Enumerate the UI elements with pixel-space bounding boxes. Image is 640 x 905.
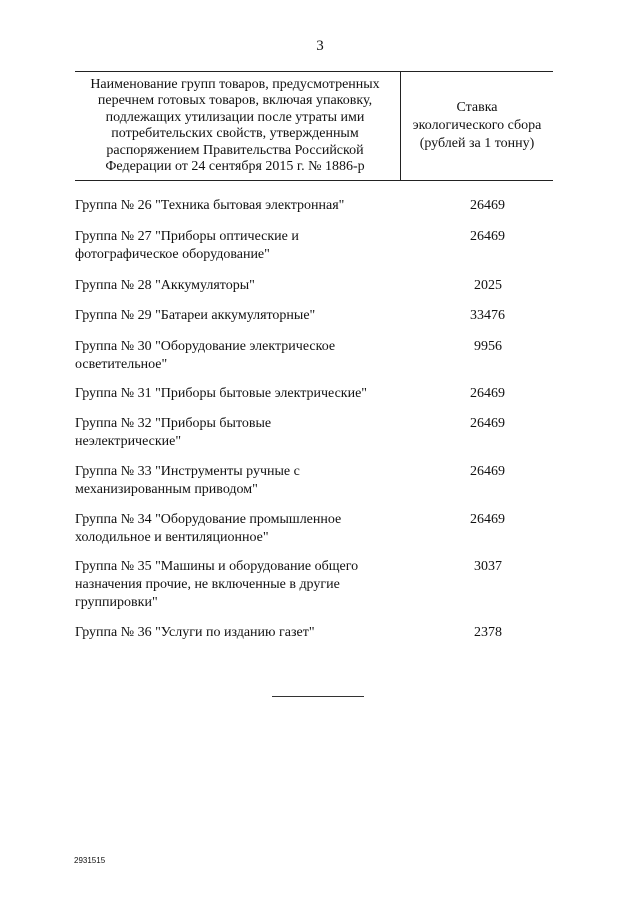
row-rate-value: 2025	[474, 278, 502, 293]
row-rate-value: 26469	[470, 416, 505, 431]
row-rate-value: 2378	[474, 625, 502, 640]
row-rate-value: 26469	[470, 386, 505, 401]
row-rate-value: 33476	[470, 308, 505, 323]
table-header	[75, 71, 553, 181]
page-number: 3	[316, 38, 324, 54]
row-group-name: Группа № 29 "Батареи аккумуляторные"	[75, 308, 316, 323]
row-group-name: Группа № 33 "Инструменты ручные с механизированным приводом"	[75, 464, 300, 497]
row-rate-value: 3037	[474, 559, 502, 574]
row-rate-value: 26469	[470, 198, 505, 213]
row-group-name: Группа № 34 "Оборудование промышленное холодильное и вентиляционное"	[75, 512, 342, 545]
row-rate-value: 26469	[470, 464, 505, 479]
end-of-table-rule	[272, 696, 364, 697]
header-group-name: Наименование групп товаров, предусмотренных перечнем готовых товаров, включая упаковку, подлежащих утилизации после утраты ими потребительских свойств, утвержденным распоряжением Правительства Российской Федерации от 24 сентября 2015 г. № 1886-р	[90, 76, 380, 174]
row-group-name: Группа № 27 "Приборы оптические и фотографическое оборудование"	[75, 229, 299, 262]
row-rate-value: 26469	[470, 229, 505, 244]
row-rate-value: 26469	[470, 512, 505, 527]
row-group-name: Группа № 35 "Машины и оборудование общего назначения прочие, не включенные в другие группировки"	[75, 559, 359, 610]
row-group-name: Группа № 36 "Услуги по изданию газет"	[75, 625, 315, 640]
row-group-name: Группа № 28 "Аккумуляторы"	[75, 278, 255, 293]
row-group-name: Группа № 32 "Приборы бытовые неэлектрические"	[75, 416, 272, 449]
header-rate: Ставка экологического сбора (рублей за 1 тонну)	[412, 100, 542, 151]
row-group-name: Группа № 31 "Приборы бытовые электрические"	[75, 386, 368, 401]
row-group-name: Группа № 26 "Техника бытовая электронная"	[75, 198, 345, 213]
document-code: 2931515	[74, 856, 106, 865]
row-group-name: Группа № 30 "Оборудование электрическое осветительное"	[75, 339, 336, 372]
row-rate-value: 9956	[474, 339, 502, 354]
